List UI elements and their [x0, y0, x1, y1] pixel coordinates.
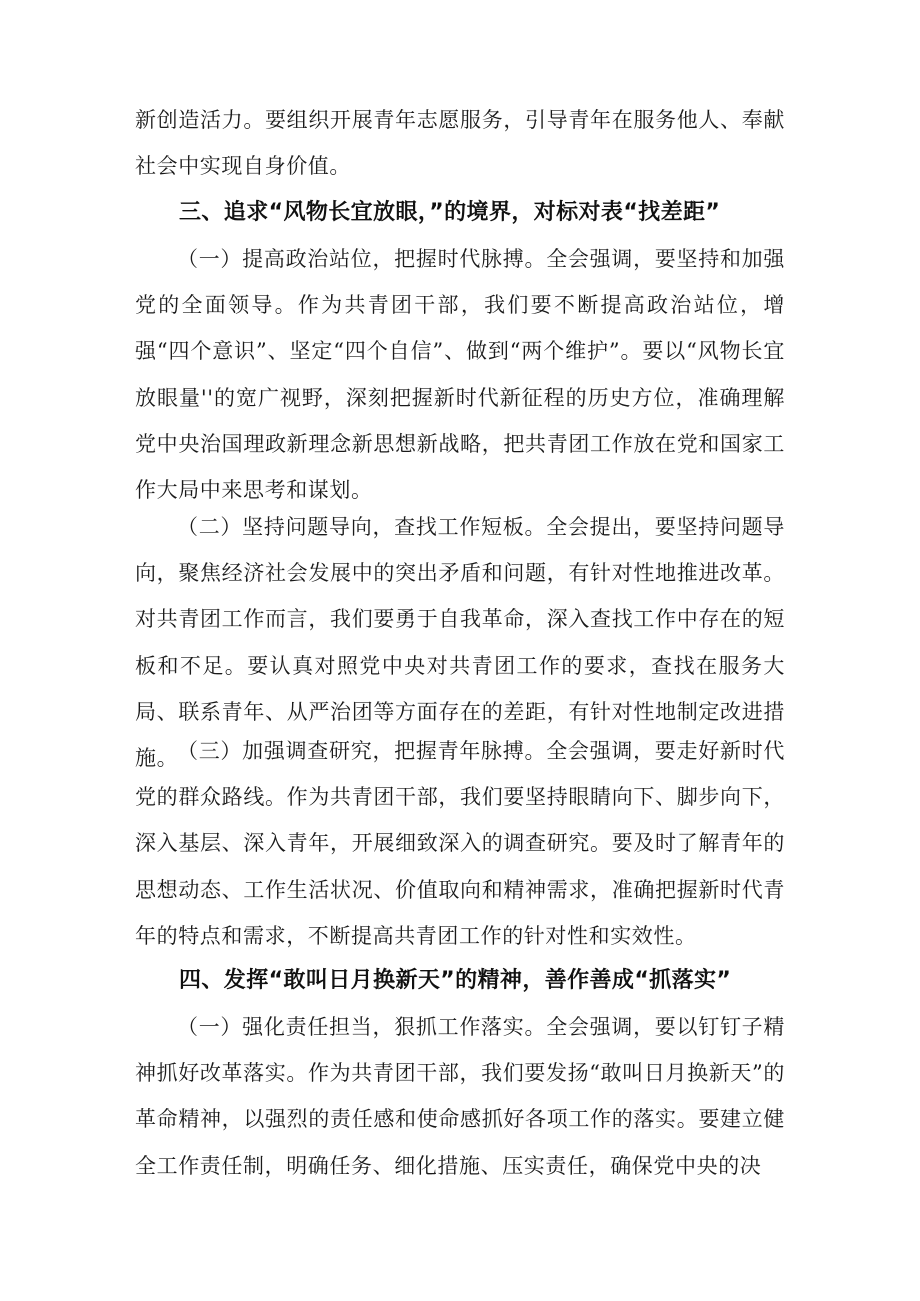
- section-4-heading: 四、发挥“敢叫日月换新天”的精神，善作善成“抓落实”: [179, 968, 732, 993]
- section-3-paragraph-3-block: [135, 728, 785, 959]
- section-3-heading: 三、追求“风物长宜放眼，”的境界，对标对表“找差距”: [179, 200, 721, 225]
- section-4-paragraph-1: （一）强化责任担当，狠抓工作落实。全会强调，要以钉钉子精神抓好改革落实。作为共青团干部，我们要发扬“敢叫日月换新天”的革命精神，以强烈的责任感和使命感抓好各项工作的落实。要建立健全工作责任制，明确任务、细化措施、压实责任，确保党中央的决: [135, 1015, 785, 1178]
- continuation-block: [135, 97, 785, 189]
- section-4-heading-block: [135, 958, 785, 1004]
- continuation-paragraph: 新创造活力。要组织开展青年志愿服务，引导青年在服务他人、奉献社会中实现自身价值。: [135, 108, 785, 179]
- section-3-heading-block: [135, 190, 785, 236]
- section-3-paragraph-3: （三）加强调查研究，把握青年脉搏。全会强调，要走好新时代党的群众路线。作为共青团干部，我们要坚持眼睛向下、脚步向下，深入基层、深入青年，开展细致深入的调查研究。要及时了解青年的思想动态、工作生活状况、价值取向和精神需求，准确把握新时代青年的特点和需求，不断提高共青团工作的针对性和实效性。: [135, 739, 785, 948]
- section-3-paragraph-1: （一）提高政治站位，把握时代脉搏。全会强调，要坚持和加强党的全面领导。作为共青团干部，我们要不断提高政治站位，增强“四个意识”、坚定“四个自信”、做到“两个维护”。要以“风物长宜放眼量''的宽广视野，深刻把握新时代新征程的历史方位，准确理解党中央治国理政新理念新思想新战略，把共青团工作放在党和国家工作大局中来思考和谋划。: [135, 247, 785, 503]
- section-3-paragraph-1-block: [135, 236, 785, 513]
- section-3-paragraph-2: （二）坚持问题导向，查找工作短板。全会提出，要坚持问题导向，聚焦经济社会发展中的突出矛盾和问题，有针对性地推进改革。对共青团工作而言，我们要勇于自我革命，深入查找工作中存在的短板和不足。要认真对照党中央对共青团工作的要求，查找在服务大局、联系青年、从严治团等方面存在的差距，有针对性地制定改进措施。: [135, 515, 785, 771]
- section-4-paragraph-1-block: [135, 1004, 785, 1189]
